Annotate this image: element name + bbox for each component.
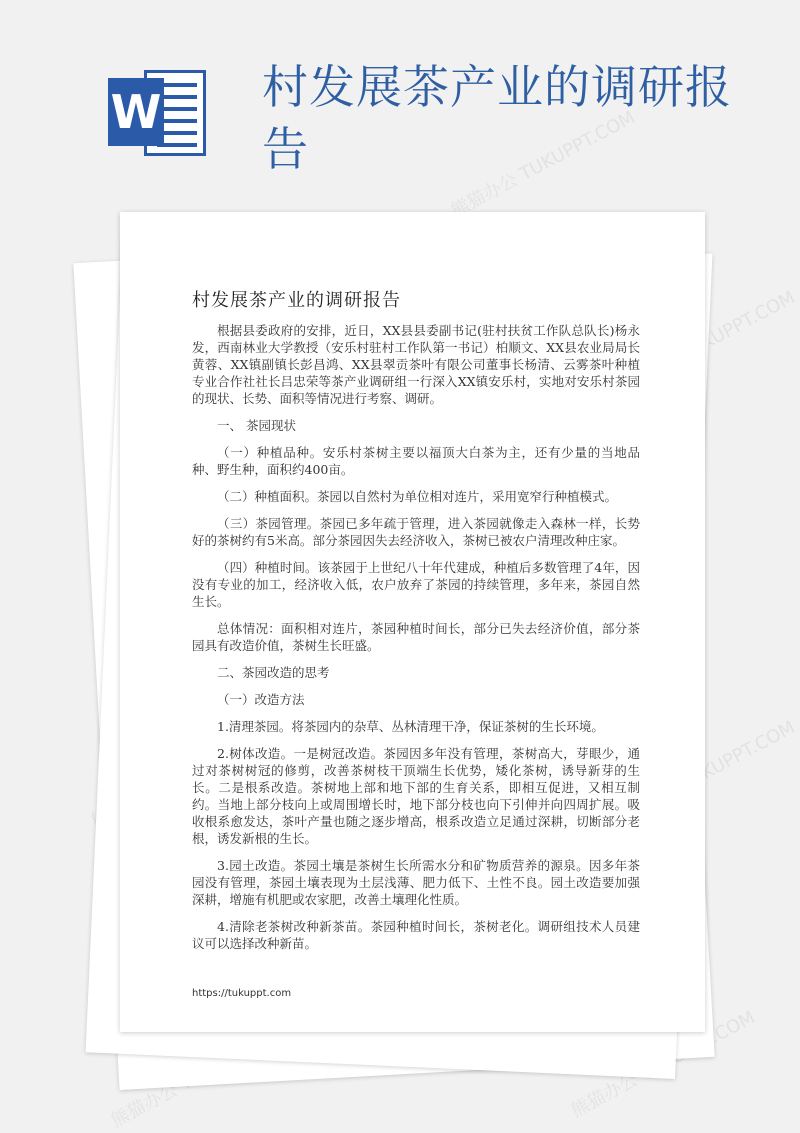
- paragraph: 1.清理茶园。将茶园内的杂草、丛林清理干净，保证茶树的生长环境。: [217, 719, 604, 734]
- header-banner: [0, 0, 800, 210]
- paragraph: 2.树体改造。一是树冠改造。茶园因多年没有管理，茶树高大，芽眼少，通过对茶树树冠的修剪，改善茶树枝干顶端生长优势，矮化茶树，诱导新芽的生长。二是根系改造。茶树地上部和地下部的生育关系，即相互促进，又相互制约。当地上部分枝向上或周围增长时，地下部分枝也向下引伸并向四周扩展。吸收根系愈发达，茶叶产量也随之逐步增高，根系改造立足通过深耕，切断部分老根，诱发新根的生长。: [192, 746, 640, 846]
- page-title: 村发展茶产业的调研报告: [262, 60, 732, 176]
- document-body: [192, 322, 640, 962]
- watermark: 熊猫办公: [567, 1069, 642, 1122]
- paragraph: 总体情况：面积相对连片，茶园种植时间长，部分已失去经济价值，部分茶园具有改造价值，茶树生长旺盛。: [192, 621, 640, 653]
- watermark: TUKUPPT.COM: [676, 716, 799, 796]
- section-heading: 一、 茶园现状: [217, 418, 296, 433]
- watermark: TUKUPPT.COM: [676, 286, 799, 366]
- footer-link[interactable]: https://tukuppt.com: [192, 988, 292, 999]
- paragraph: （二）种植面积。茶园以自然村为单位相对连片，采用宽窄行种植模式。: [217, 489, 618, 504]
- watermark: 熊猫办公 TUKUPPT.COM: [447, 106, 639, 222]
- paragraph: （四）种植时间。该茶园于上世纪八十年代建成，种植后多数管理了4年，因没有专业的加工，经济收入低，农户放弃了茶园的持续管理，多年来，茶园自然生长。: [192, 560, 640, 609]
- word-document-icon: [108, 60, 212, 160]
- word-badge: W: [108, 78, 164, 146]
- document-title: 村发展茶产业的调研报告: [192, 290, 401, 311]
- document-page: [120, 212, 705, 1032]
- paragraph: 根据县委政府的安排，近日，XX县县委副书记(驻村扶贫工作队总队长)杨永发，西南林业大学教授（安乐村驻村工作队第一书记）柏顺文、XX县农业局局长黄蓉、XX镇副镇长彭昌鸿、XX县翠贡茶叶有限公司董事长杨清、云雾茶叶种植专业合作社社长吕忠荣等茶产业调研组一行深入XX镇安乐村，实地对安乐村茶园的现状、长势、面积等情况进行考察、调研。: [192, 323, 640, 406]
- subsection-heading: （一）改造方法: [217, 692, 305, 707]
- paragraph: （三）茶园管理。茶园已多年疏于管理，进入茶园就像走入森林一样，长势好的茶树约有5米高。部分茶园因失去经济收入，茶树已被农户清理改种庄家。: [192, 516, 640, 548]
- section-heading: 二、茶园改造的思考: [217, 665, 330, 680]
- paragraph: （一）种植品种。安乐村茶树主要以福顶大白茶为主，还有少量的当地品种、野生种，面积约400亩。: [192, 445, 640, 477]
- paragraph: 3.园土改造。茶园土壤是茶树生长所需水分和矿物质营养的源泉。因多年茶园没有管理，茶园土壤表现为土层浅薄、肥力低下、土性不良。园土改造要加强深耕，增施有机肥或农家肥，改善土壤理化性质。: [192, 858, 640, 907]
- paragraph: 4.清除老茶树改种新茶苗。茶园种植时间长，茶树老化。调研组技术人员建议可以选择改种新苗。: [192, 919, 640, 951]
